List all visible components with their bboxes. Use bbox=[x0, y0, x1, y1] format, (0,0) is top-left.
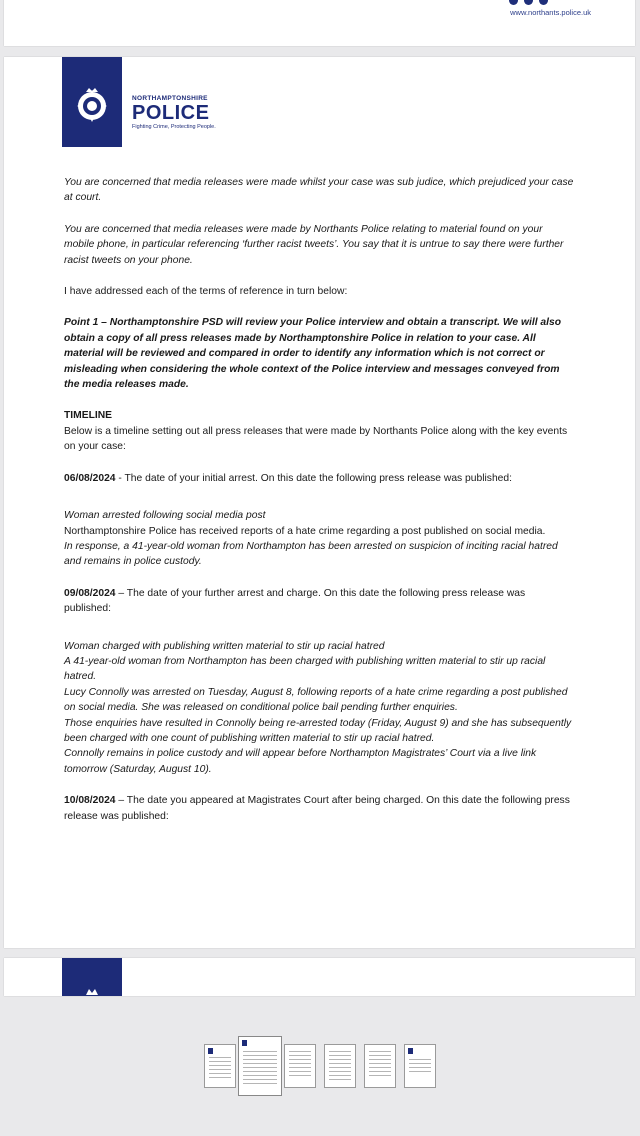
timeline-heading: TIMELINE bbox=[64, 410, 113, 422]
entry-date: 10/08/2024 bbox=[64, 795, 116, 807]
entry-date: 06/08/2024 bbox=[64, 472, 116, 484]
social-icon bbox=[539, 0, 548, 5]
press-release bbox=[64, 508, 574, 570]
entry-date: 09/08/2024 bbox=[64, 587, 116, 599]
page-thumbnail[interactable] bbox=[364, 1044, 396, 1088]
social-icons bbox=[509, 0, 569, 2]
paragraph: I have addressed each of the terms of reference in turn below: bbox=[64, 286, 348, 298]
letter-body bbox=[64, 175, 574, 840]
police-crest-icon bbox=[72, 85, 112, 125]
police-crest-icon bbox=[84, 986, 100, 996]
terms-point-1: Point 1 – Northamptonshire PSD will review your Police interview and obtain a transcript. We will also obtain a copy of all press releases made by Northamptonshire Police in relation to your case. All material will be reviewed and compared in order to identify any information which is not correct or misleading when considering the whole context of the Police interview and messages conveyed from the media releases made. bbox=[64, 317, 562, 391]
page-thumbnails bbox=[200, 1036, 440, 1096]
brand-name: POLICE bbox=[132, 102, 210, 124]
release-line: Those enquiries have resulted in Connolly being re-arrested today (Friday, August 9) and she has subsequently been charged with one count of publishing written material to stir up racial hatred. bbox=[64, 717, 572, 744]
release-line: In response, a 41-year-old woman from Northampton has been arrested on suspicion of inciting racial hatred and remains in police custody. bbox=[64, 540, 558, 568]
page-thumbnail-current[interactable] bbox=[238, 1036, 282, 1096]
press-release bbox=[64, 639, 574, 778]
entry-text: – The date of your further arrest and charge. On this date the following press release was published: bbox=[64, 587, 526, 615]
release-title: Woman charged with publishing written material to stir up racial hatred bbox=[64, 640, 385, 652]
release-line: Northamptonshire Police has received reports of a hate crime regarding a post published on social media. bbox=[64, 525, 546, 537]
release-line: A 41-year-old woman from Northampton has been charged with publishing written material to stir up racial hatred. bbox=[64, 655, 546, 683]
page-thumbnail[interactable] bbox=[404, 1044, 436, 1088]
police-logo-banner bbox=[62, 958, 122, 996]
timeline-intro: Below is a timeline setting out all press releases that were made by Northants Police along with the key events on your case: bbox=[64, 425, 568, 453]
police-brand bbox=[132, 95, 216, 130]
brand-county: NORTHAMPTONSHIRE bbox=[132, 95, 208, 102]
entry-text: - The date of your initial arrest. On this date the following press release was published: bbox=[115, 472, 512, 484]
paragraph: You are concerned that media releases were made by Northants Police relating to material found on your mobile phone, in particular referencing ‘further racist tweets’. You say that it is untrue to say there were further racist tweets on your phone. bbox=[64, 223, 564, 266]
social-icon bbox=[524, 0, 533, 5]
next-page bbox=[4, 958, 635, 996]
brand-tagline: Fighting Crime, Protecting People. bbox=[132, 124, 216, 130]
police-logo-banner bbox=[62, 57, 122, 147]
timeline-entry bbox=[64, 793, 574, 824]
release-line: Connolly remains in police custody and will appear before Northampton Magistrates’ Court via a live link tomorrow (Saturday, August 10). bbox=[64, 748, 537, 775]
paragraph: You are concerned that media releases were made whilst your case was sub judice, which prejudiced your case at court. bbox=[64, 177, 574, 204]
page-thumbnail[interactable] bbox=[204, 1044, 236, 1088]
timeline-entry bbox=[64, 471, 574, 486]
release-line: Lucy Connolly was arrested on Tuesday, August 8, following reports of a hate crime regarding a post published on social media. She was released on conditional police bail pending further enquiries. bbox=[64, 686, 568, 714]
social-icon bbox=[509, 0, 518, 5]
previous-page bbox=[4, 0, 635, 46]
release-title: Woman arrested following social media post bbox=[64, 510, 266, 522]
timeline-entry bbox=[64, 586, 574, 617]
page-thumbnail[interactable] bbox=[324, 1044, 356, 1088]
document-page bbox=[4, 57, 635, 948]
page-thumbnail[interactable] bbox=[284, 1044, 316, 1088]
entry-text: – The date you appeared at Magistrates Court after being charged. On this date the following press release was published: bbox=[64, 795, 570, 822]
footer-url: www.northants.police.uk bbox=[510, 8, 591, 17]
